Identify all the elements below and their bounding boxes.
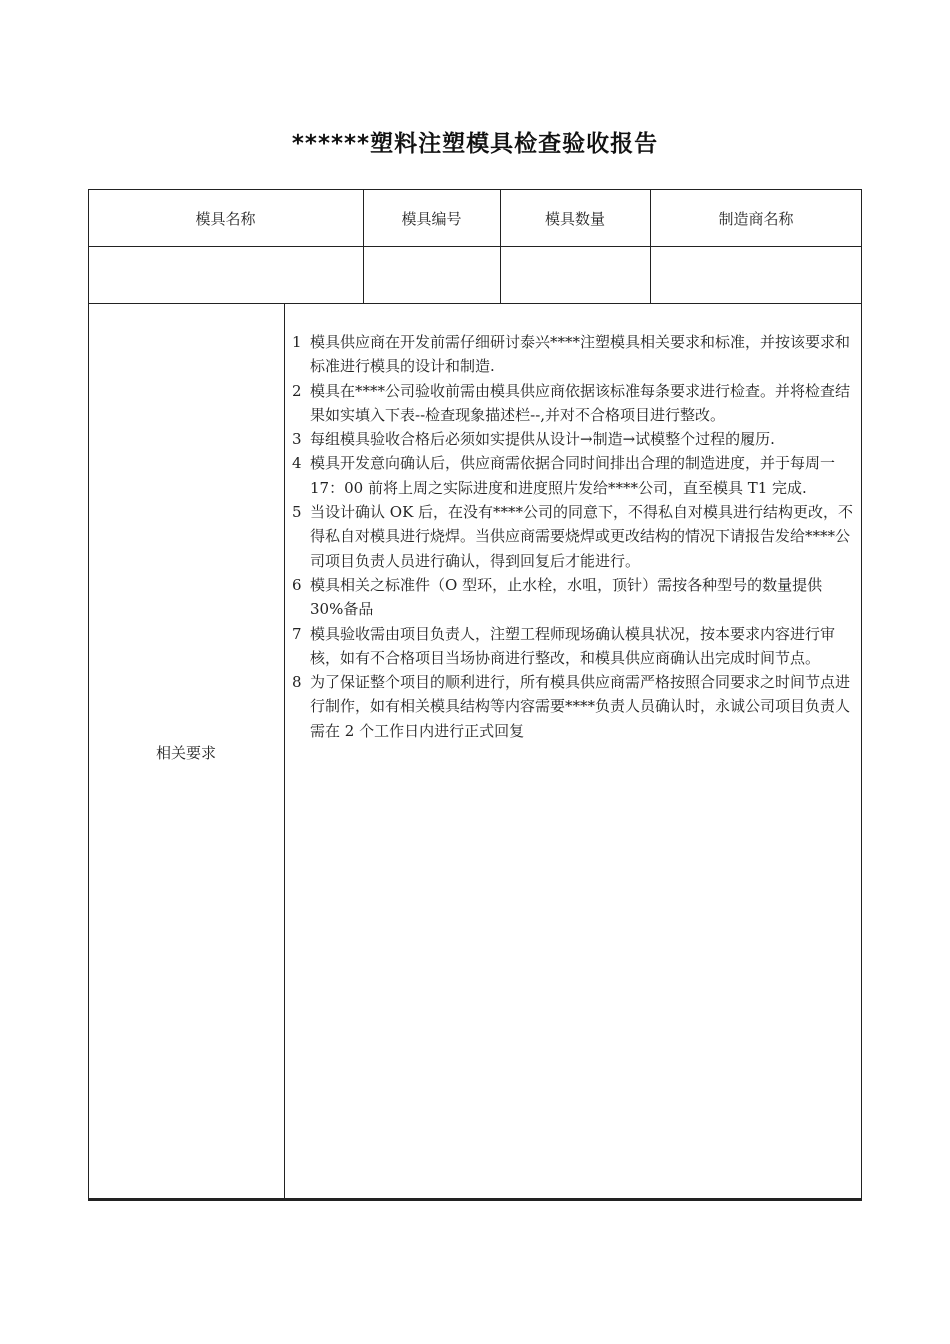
requirement-number: 3 bbox=[292, 430, 302, 449]
requirement-item bbox=[292, 670, 858, 743]
requirement-number: 1 bbox=[292, 333, 302, 351]
requirement-text: 模具验收需由项目负责人，注塑工程师现场确认模具状况，按本要求内容进行审核，如有不合格项目当场协商进行整改，和模具供应商确认出完成时间节点。 bbox=[310, 624, 836, 667]
requirement-text: 模具供应商在开发前需仔细研讨泰兴****注塑模具相关要求和标准，并按该要求和标准进行模具的设计和制造. bbox=[310, 333, 851, 376]
requirements-label: 相关要求 bbox=[155, 744, 216, 762]
header-row-divider bbox=[88, 246, 862, 247]
requirements-list bbox=[292, 330, 858, 743]
document-title: ******塑料注塑模具检查验收报告 bbox=[291, 131, 659, 157]
header-mold-number: 模具编号 bbox=[401, 210, 462, 228]
requirement-text: 为了保证整个项目的顺利进行，所有模具供应商需严格按照合同要求之时间节点进行制作，如有相关模具结构等内容需要****负责人员确认时，永诚公司项目负责人需在 2 个工作日内进行正式回复 bbox=[310, 673, 851, 740]
requirements-divider bbox=[284, 303, 285, 1199]
value-row-divider bbox=[88, 303, 862, 304]
header-mold-name: 模具名称 bbox=[195, 210, 256, 228]
requirement-text: 当设计确认 OK 后，在没有****公司的同意下，不得私自对模具进行结构更改，不得私自对模具进行烧焊。当供应商需要烧焊或更改结构的情况下请报告发给****公司项目负责人员进行确认，得到回复后才能进行。 bbox=[310, 503, 854, 570]
requirement-number: 6 bbox=[292, 575, 302, 594]
header-manufacturer-name: 制造商名称 bbox=[718, 210, 794, 228]
header-mold-quantity: 模具数量 bbox=[544, 210, 605, 228]
requirement-item bbox=[292, 427, 858, 451]
requirement-number: 4 bbox=[292, 454, 302, 473]
requirement-item bbox=[292, 330, 858, 379]
requirement-item bbox=[292, 379, 858, 428]
requirement-number: 8 bbox=[292, 673, 302, 692]
requirement-number: 7 bbox=[292, 624, 302, 643]
requirement-item bbox=[292, 500, 858, 573]
requirement-text: 模具相关之标准件（O 型环，止水栓，水咀，顶针）需按各种型号的数量提供 30%备品 bbox=[310, 575, 823, 619]
table-bottom-border bbox=[88, 1198, 862, 1200]
requirement-item bbox=[292, 451, 858, 500]
requirement-item bbox=[292, 573, 858, 622]
column-divider-3 bbox=[650, 189, 651, 303]
requirement-text: 模具开发意向确认后，供应商需依据合同时间排出合理的制造进度，并于每周一 17：00 前将上周之实际进度和进度照片发给****公司，直至模具 T1 完成. bbox=[310, 454, 836, 497]
requirement-item bbox=[292, 622, 858, 671]
column-divider-1 bbox=[363, 189, 364, 303]
requirement-text: 每组模具验收合格后必须如实提供从设计→制造→试模整个过程的履历. bbox=[310, 430, 775, 449]
requirement-number: 2 bbox=[292, 381, 302, 400]
requirement-text: 模具在****公司验收前需由模具供应商依据该标准每条要求进行检查。并将检查结果如实填入下表--检查现象描述栏--,并对不合格项目进行整改。 bbox=[310, 381, 851, 424]
column-divider-2 bbox=[500, 189, 501, 303]
requirement-number: 5 bbox=[292, 503, 302, 522]
